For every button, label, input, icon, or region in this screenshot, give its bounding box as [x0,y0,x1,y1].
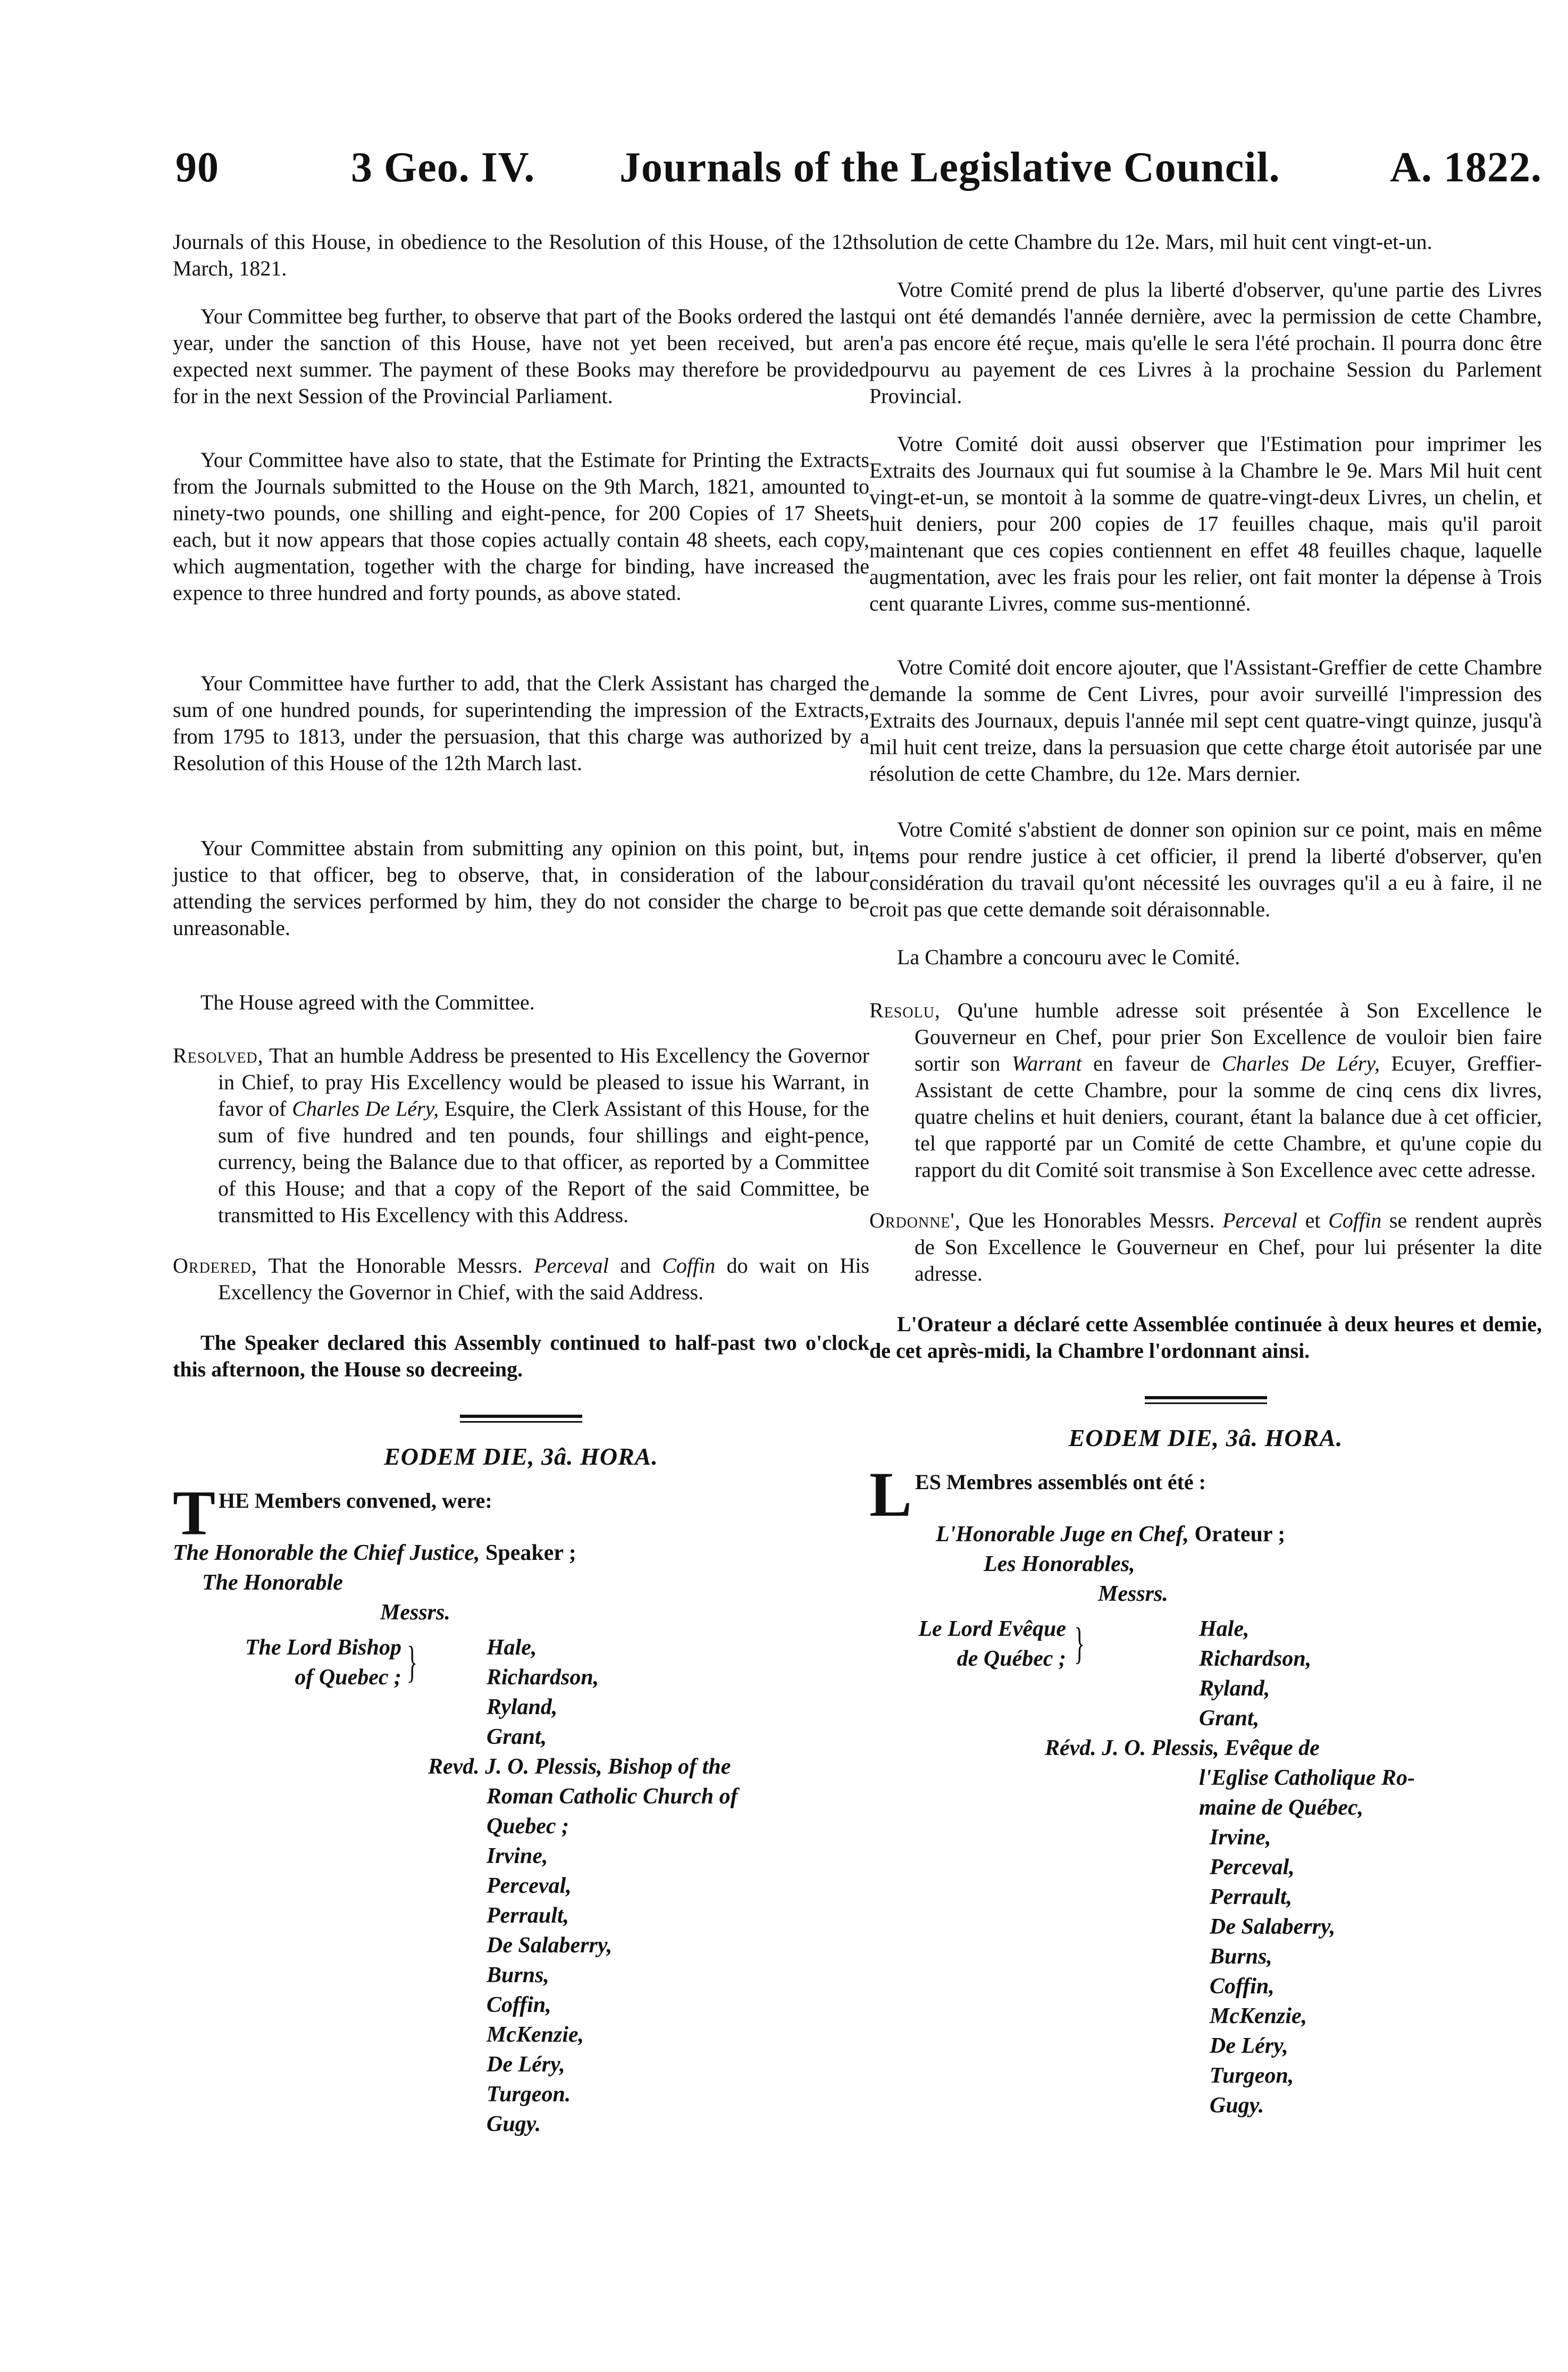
en-resolved-label: Resolved, [173,1043,264,1067]
fr-names-bottom [1210,1823,1335,2120]
en-order [173,1252,869,1306]
en-chief-justice: The Honorable the Chief Justice, [173,1541,480,1565]
en-paragraph-5: Your Committee abstain from submitting any opinion on this point, but, in justice to that officer, beg to observe, that, in consideration of the labour attending the services performed by him, they do not consider the charge to be unreasonable. [173,836,869,940]
fr-resolved-text-c: Ecuyer, Greffier-Assistant de cette Chambre, pour la somme de cinq cens dix livres, quatre chelins et huit deniers, courant, étant la balance due à cet officier, tel que rapporté par un Comité de cette Chambre, et qu'une copie du rapport du dit Comité soit transmise à Son Excellence avec cette adresse. [915,1051,1542,1182]
en-names-top [487,1633,599,1752]
fr-resolved-text-b: en faveur de [1093,1051,1211,1075]
en-chief-role: Speaker ; [485,1541,576,1565]
member-name: Perrault, [1210,1885,1293,1909]
fr-speaker-declaration: L'Orateur a déclaré cette Assemblée continuée à deux heures et demie, de cet après-midi, la Chambre l'ordonnant ainsi. [869,1312,1542,1363]
fr-paragraph-3: Votre Comité doit aussi observer que l'Estimation pour imprimer les Extraits des Journaux qui fut soumise à la Chambre le 9e. Mars Mil huit cent vingt-et-un, se montoit à la somme de quatre-vingt-deux Livres, un chelin, et huit deniers, pour 200 copies de 17 feuilles chaque, mais qu'il paroit maintenant que ces copies contiennent en effet 48 feuilles chaque, laquelle augmentation, avec les frais pour les relier, ont fait monter la dépense à Trois cent quarante Livres, comme sus-mentionné. [869,432,1542,615]
fr-paragraph-4: Votre Comité doit encore ajouter, que l'Assistant-Greffier de cette Chambre demande la somme de Cent Livres, pour avoir surveillé l'impression des Extraits des Journaux, depuis l'année mil sept cent quatre-vingt quinze, jusqu'à mil huit cent treize, dans la persuasion que cette charge étoit autorisée par une résolution de cette Chambre, du 12e. Mars dernier. [869,655,1542,786]
en-resolved-name: Charles De Léry, [292,1097,439,1121]
fr-paragraph-1: solution de cette Chambre du 12e. Mars, mil huit cent vingt-et-un. [869,230,1432,254]
english-column [173,229,869,2324]
fr-ordered-text-a: Que les Honorables Messrs. [968,1208,1215,1232]
member-name: Grant, [1199,1706,1260,1731]
fr-section-rule [1145,1396,1267,1404]
member-name: Irvine, [487,1844,548,1868]
en-paragraph-3: Your Committee have also to state, that the Estimate for Printing the Extracts from the Journals submitted to the House on the 9th March, 1821, amounted to ninety-two pounds, one shilling and eight-pence, for 200 Copies of 17 Sheets each, but it now appears that those copies actually contain 48 sheets, each copy, which augmentation, together with the charge for binding, have increased the expence to three hundred and forty pounds, as above stated. [173,448,869,605]
en-bishop [194,1633,401,1692]
en-convened [173,1477,869,1548]
en-messrs: Messrs. [380,1600,450,1625]
fr-chief-justice-line [869,1519,1542,1549]
member-name: Irvine, [1210,1825,1271,1850]
fr-ordered-name-2: Coffin [1328,1208,1382,1232]
fr-ordered-name-1: Perceval [1222,1208,1297,1232]
fr-bishop-line-1: Le Lord Evêque [918,1617,1066,1641]
en-honorable: The Honorable [202,1571,343,1595]
en-ordered-name-2: Coffin [662,1254,716,1277]
fr-resolved-warrant: Warrant [1011,1051,1082,1075]
fr-names-top [1199,1614,1311,1733]
fr-paragraph-5: Votre Comité s'abstient de donner son opinion sur ce point, mais en même tems pour rendre justice à cet officier, il prend la liberté d'observer, qu'en considération du travail qu'ont nécessité les ouvrages qu'il a eu à faire, il ne croit pas que cette demande soit déraisonnable. [869,817,1542,921]
fr-honorable: Les Honorables, [984,1552,1135,1576]
en-bishop-line-1: The Lord Bishop [245,1635,401,1660]
member-name: Perrault, [487,1903,569,1928]
fr-resolution [869,997,1542,1183]
member-name: De Salaberry, [1210,1915,1336,1939]
member-name: Gugy. [487,2112,541,2136]
fr-members-list [869,1614,1542,2306]
fr-agreed: La Chambre a concouru avec le Comité. [897,945,1240,969]
calendar-year: A. 1822. [1390,144,1542,191]
fr-drop-cap: L [869,1459,912,1530]
en-names-bottom [487,1841,612,2139]
member-name: Turgeon, [1210,2064,1294,2088]
en-sitting-heading: EODEM DIE, 3â. HORA. [384,1443,658,1470]
fr-resolved-text-a: Qu'une humble adresse soit présentée à Son Excellence le Gouverneur en Chef, pour prier Son Excellence de vouloir bien faire sortir son [915,998,1542,1075]
en-ordered-label: Ordered, [173,1254,257,1277]
member-name: Ryland, [1199,1676,1270,1701]
en-paragraph-2: Your Committee beg further, to observe that part of the Books ordered the last year, under the sanction of this House, have not yet been received, but are expected next summer. The payment of these Books may therefore be provided for in the next Session of the Provincial Parliament. [173,304,869,408]
en-bishop-line-2: of Quebec ; [295,1665,401,1690]
en-ordered-name-1: Perceval [534,1254,609,1277]
member-name: De Salaberry, [487,1933,613,1958]
member-name: Richardson, [1199,1647,1312,1671]
member-name: Hale, [1199,1617,1250,1641]
en-revd-line-3: Quebec ; [487,1814,569,1839]
en-resolved-text-b: Esquire, the Clerk Assistant of this House, for the sum of five hundred and ten pounds, four shillings and eight-pence, currency, being the Balance due to that officer, as reported by a Committee of this House; and that a copy of the Report of the said Committee, be transmitted to His Excellency with this Address. [218,1097,870,1227]
member-name: Hale, [487,1635,537,1660]
fr-ordered-text-b: se rendent auprès de Son Excellence le Gouverneur en Chef, pour lui présenter la dite adresse. [915,1208,1542,1285]
fr-paragraph-2: Votre Comité prend de plus la liberté d'observer, qu'une partie des Livres qui ont été demandés l'année dernière, avec la permission de cette Chambre, n'a pas encore été reçue, mais qu'elle le sera l'été prochain. Il pourra donc être pourvu au payement de ces Livres à la prochaine Session du Parlement Provincial. [869,278,1542,408]
fr-convened-text: ES Membres assemblés ont été : [915,1470,1206,1494]
en-members-list [173,1633,869,2324]
fr-order [869,1207,1542,1287]
member-name: Gugy. [1210,2093,1264,2118]
page-number: 90 [175,144,219,191]
fr-convened [869,1459,1542,1530]
member-name: Turgeon. [487,2082,571,2107]
fr-revd-line-1: Révd. J. O. Plessis, Evêque de [1045,1736,1320,1760]
fr-resolved-label: Resolu, [869,998,941,1022]
member-name: De Léry, [1210,2034,1288,2058]
en-brace: } [407,1638,418,1687]
en-paragraph-1: Journals of this House, in obedience to the Resolution of this House, of the 12th March, 1821. [173,230,869,280]
running-header [175,141,1542,194]
en-revd-line-2: Roman Catholic Church of [487,1784,738,1809]
fr-ordered-label: Ordonne', [869,1208,961,1232]
french-column [869,229,1542,2306]
en-paragraph-4: Your Committee have further to add, that the Clerk Assistant has charged the sum of one hundred pounds, for superintending the impression of the Extracts, from 1795 to 1813, under the persuasion, that this charge was authorized by a Resolution of this House of the 12th March last. [173,671,869,775]
fr-revd-line-3: maine de Québec, [1199,1795,1364,1820]
member-name: Richardson, [487,1665,599,1690]
member-name: Ryland, [487,1695,558,1719]
en-chief-justice-line [173,1538,869,1568]
member-name: Perceval, [1210,1855,1295,1880]
fr-revd-line-2: l'Eglise Catholique Ro- [1199,1766,1415,1790]
member-name: McKenzie, [487,2023,584,2047]
en-convened-text: HE Members convened, were: [219,1489,492,1513]
member-name: McKenzie, [1210,2004,1307,2028]
fr-brace: } [1074,1619,1085,1668]
fr-chief-justice: L'Honorable Juge en Chef, [936,1522,1189,1547]
regnal-year: 3 Geo. IV. [351,144,535,191]
member-name: De Léry, [487,2052,565,2077]
fr-sitting-heading: EODEM DIE, 3â. HORA. [1068,1424,1343,1451]
fr-ordered-and: et [1305,1208,1321,1232]
fr-resolved-name: Charles De Léry, [1221,1051,1380,1075]
member-name: Perceval, [487,1874,572,1898]
en-ordered-text-b: do wait on His Excellency the Governor in Chief, with the said Address. [218,1254,870,1304]
en-revd-plessis [428,1752,738,1841]
member-name: Coffin, [1210,1974,1274,1999]
en-ordered-and: and [620,1254,651,1277]
en-agreed: The House agreed with the Committee. [200,990,535,1014]
en-drop-cap: T [173,1477,216,1548]
journal-title: Journals of the Legislative Council. [619,144,1280,191]
fr-chief-role: Orateur ; [1194,1522,1286,1547]
en-speaker-declaration: The Speaker declared this Assembly continued to half-past two o'clock this afternoon, the House so decreeing. [173,1331,869,1381]
fr-messrs: Messrs. [1098,1582,1168,1606]
fr-bishop-line-2: de Québec ; [957,1647,1066,1671]
member-name: Burns, [1210,1944,1272,1969]
member-name: Coffin, [487,1993,551,2017]
en-revd-line-1: Revd. J. O. Plessis, Bishop of the [428,1755,731,1779]
member-name: Burns, [487,1963,549,1987]
member-name: Grant, [487,1725,547,1749]
fr-revd-plessis [1045,1733,1415,1823]
en-ordered-text-a: That the Honorable Messrs. [268,1254,523,1277]
en-resolution [173,1042,869,1229]
en-section-rule [460,1415,582,1423]
en-resolved-text-a: That an humble Address be presented to His Excellency the Governor in Chief, to pray His Excellency would be pleased to issue his Warrant, in favor of [218,1043,869,1121]
fr-bishop [859,1614,1066,1674]
